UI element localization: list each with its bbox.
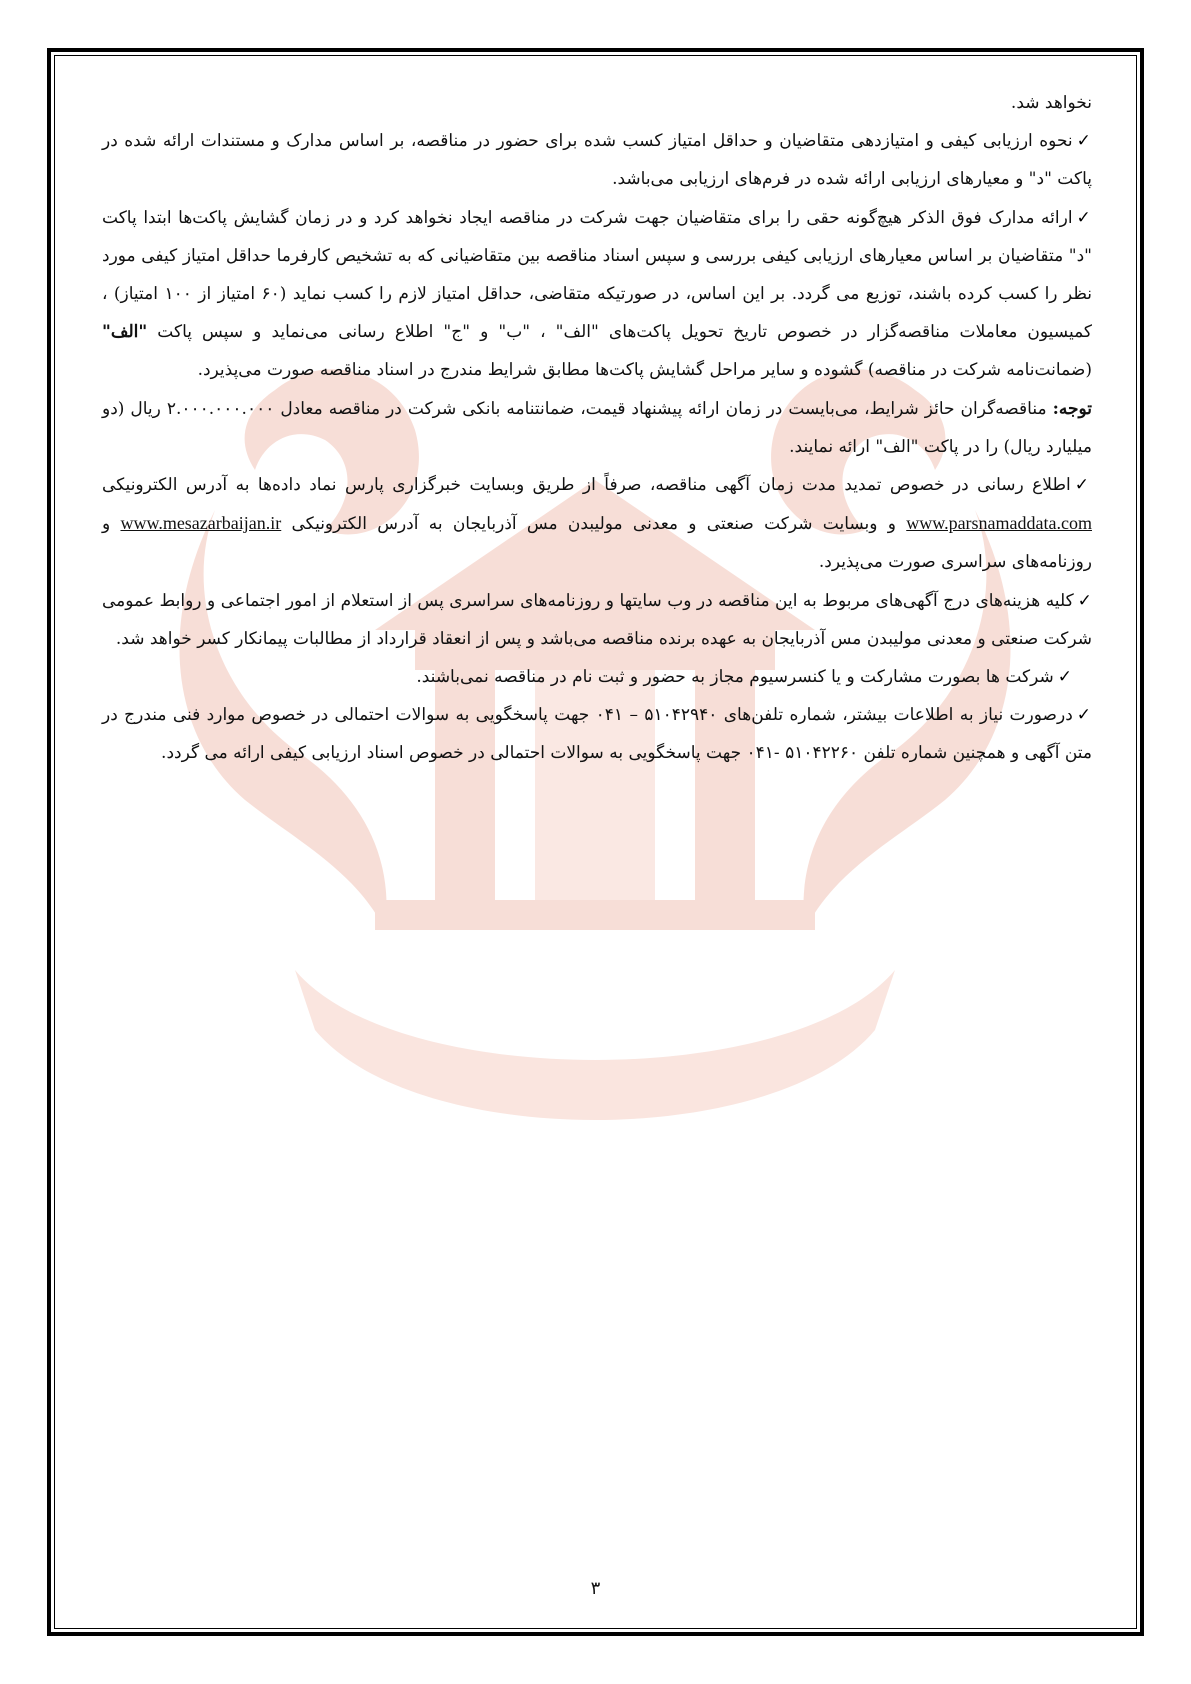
paragraph-costs [102,582,1092,658]
check-mark-icon: ✓ [1077,590,1092,611]
paragraph-consortium [102,658,1092,696]
paragraph-contact [102,696,1092,772]
paragraph-continuation [102,84,1092,122]
mesazarbaijan-link[interactable]: www.mesazarbaijan.ir [120,513,282,534]
paragraph-text: نخواهد شد. [1010,93,1092,113]
check-mark-icon: ✓ [1076,207,1093,228]
paragraph-text: کلیه هزینه‌های درج آگهی‌های مربوط به این مناقصه در وب سایتها و روزنامه‌های سراسری پس از استعلام از امور اجتماعی و روابط عمومی شرکت صنعتی و معدنی مولیبدن مس آذربایجان به عهده برنده مناقصه می‌باشد و پس از انعقاد قرارداد از مطالبات پیمانکار کسر خواهد شد. [102,590,1092,649]
envelope-alef-bold: "الف" [102,322,148,343]
paragraph-text: و روزنامه‌های سراسری صورت می‌پذیرد. [102,514,1092,573]
paragraph-documents [102,199,1092,390]
note-label: توجه: [1052,398,1092,419]
check-mark-icon: ✓ [1057,667,1072,688]
parsnamaddata-link[interactable]: www.parsnamaddata.com [906,513,1092,534]
paragraph-text: مناقصه‌گران حائز شرایط، می‌بایست در زمان ارائه پیشنهاد قیمت، ضمانتنامه بانکی شرکت در مناقصه معادل ۲.۰۰۰.۰۰۰.۰۰۰ ریال (دو میلیارد ریال) را در پاکت "الف" ارائه نمایند. [102,398,1092,457]
check-mark-icon: ✓ [1074,475,1092,496]
paragraph-evaluation [102,122,1092,198]
paragraph-text: (ضمانت‌نامه شرکت در مناقصه) گشوده و سایر مراحل گشایش پاکت‌ها مطابق شرایط مندرج در اسناد مناقصه صورت می‌پذیرد. [197,360,1092,381]
paragraph-text: شرکت ها بصورت مشارکت و یا کنسرسیوم مجاز به حضور و ثبت نام در مناقصه نمی‌باشند. [416,667,1054,688]
paragraph-text: و وبسایت شرکت صنعتی و معدنی مولیبدن مس آذربایجان به آدرس الکترونیکی [281,514,907,535]
check-mark-icon: ✓ [1076,131,1092,152]
document-body [102,84,1092,773]
paragraph-note [102,390,1092,466]
paragraph-text: ارائه مدارک فوق الذکر هیچ‌گونه حقی را برای متقاضیان جهت شرکت در مناقصه ایجاد نخواهد کرد و در زمان گشایش پاکت‌ها ابتدا پاکت "د" متقاضیان بر اساس معیارهای ارزیابی کیفی بررسی و سپس اسناد مناقصه بین متقاضیانی که به تشخیص کارفرما حداقل امتیاز کیفی مورد نظر را کسب کرده باشند، توزیع می گردد. بر این اساس، در صورتیکه متقاضی، حداقل امتیاز لازم را کسب نماید (۶۰ امتیاز از ۱۰۰ امتیاز) ، کمیسیون معاملات مناقصه‌گزار در خصوص تاریخ تحویل پاکت‌های "الف" ، "ب" و "ج" اطلاع رسانی می‌نماید و سپس پاکت [102,207,1092,343]
check-mark-icon: ✓ [1076,705,1092,726]
page-number: ۳ [590,1578,601,1599]
paragraph-text: اطلاع رسانی در خصوص تمدید مدت زمان آگهی مناقصه، صرفاً از طریق وبسایت خبرگزاری پارس نماد داده‌ها به آدرس الکترونیکی [102,475,1071,496]
paragraph-announcement [102,466,1092,582]
paragraph-text: نحوه ارزیابی کیفی و امتیازدهی متقاضیان و حداقل امتیاز کسب شده برای حضور در مناقصه، بر اساس مدارک و مستندات ارائه شده در پاکت "د" و معیارهای ارزیابی ارائه شده در فرم‌های ارزیابی می‌باشد. [102,131,1092,190]
paragraph-text: درصورت نیاز به اطلاعات بیشتر، شماره تلفن‌های ۵۱۰۴۲۹۴۰ – ۰۴۱ جهت پاسخگویی به سوالات احتمالی در خصوص موارد فنی مندرج در متن آگهی و همچنین شماره تلفن ۵۱۰۴۲۲۶۰ -۰۴۱ جهت پاسخگویی به سوالات احتمالی در خصوص اسناد ارزیابی کیفی ارائه می گردد. [102,705,1092,764]
